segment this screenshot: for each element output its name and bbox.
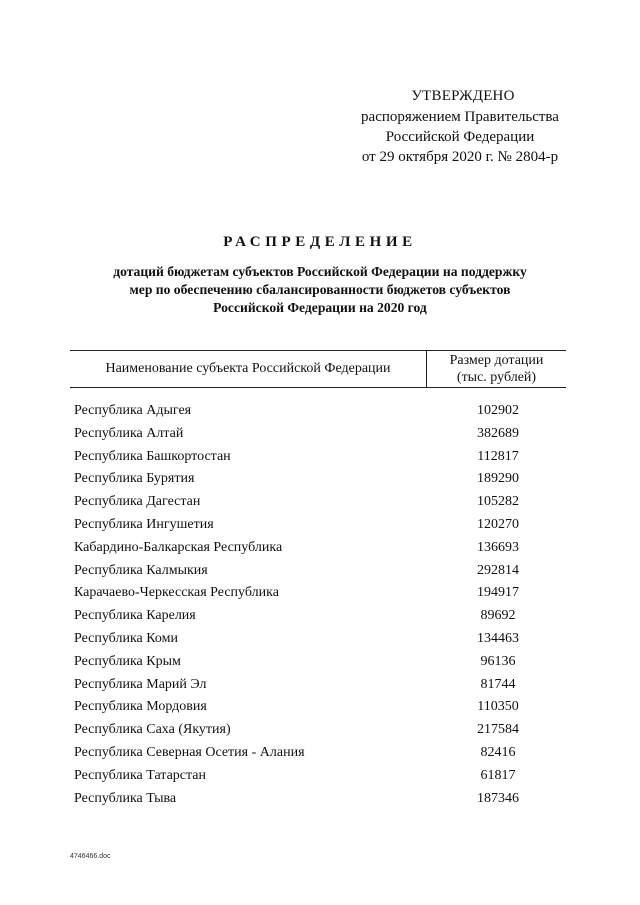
region-name: Кабардино-Балкарская Республика bbox=[74, 539, 283, 555]
table-body bbox=[74, 400, 566, 810]
table-row bbox=[74, 674, 566, 697]
column-header-amount-line: (тыс. рублей) bbox=[456, 370, 537, 385]
table-row bbox=[74, 765, 566, 788]
subsidy-amount: 120270 bbox=[477, 516, 519, 532]
subsidy-amount: 61817 bbox=[480, 767, 516, 783]
table-row bbox=[74, 423, 566, 446]
table-header bbox=[70, 350, 566, 388]
table-row bbox=[74, 560, 566, 583]
table-row bbox=[74, 696, 566, 719]
region-name: Республика Коми bbox=[74, 630, 178, 646]
table-row bbox=[74, 537, 566, 560]
subsidy-amount: 382689 bbox=[477, 425, 519, 441]
subsidy-amount: 105282 bbox=[477, 494, 519, 510]
approval-heading: УТВЕРЖДЕНО bbox=[411, 88, 515, 104]
approval-line: от 29 октября 2020 г. № 2804-р bbox=[361, 149, 559, 165]
region-name: Республика Дагестан bbox=[74, 494, 201, 510]
region-name: Республика Бурятия bbox=[74, 471, 195, 487]
subtitle-line: Российской Федерации на 2020 год bbox=[213, 300, 427, 315]
file-reference: 4746466.doc bbox=[70, 853, 111, 860]
column-header-amount bbox=[427, 352, 566, 386]
subsidy-amount: 110350 bbox=[477, 699, 519, 715]
subsidy-amount: 102902 bbox=[477, 403, 519, 418]
subsidy-amount: 217584 bbox=[477, 722, 519, 738]
region-name: Республика Карелия bbox=[74, 608, 196, 624]
region-name: Республика Мордовия bbox=[74, 699, 207, 715]
table-row bbox=[74, 446, 566, 469]
subsidy-amount: 194917 bbox=[477, 585, 519, 601]
table-row bbox=[74, 400, 566, 423]
table-row bbox=[74, 582, 566, 605]
subsidy-amount: 81744 bbox=[480, 676, 516, 692]
subtitle-line: мер по обеспечению сбалансированности бюджетов субъектов bbox=[129, 282, 511, 297]
subsidy-amount: 292814 bbox=[477, 562, 519, 578]
region-name: Карачаево-Черкесская Республика bbox=[74, 585, 279, 601]
table-row bbox=[74, 468, 566, 491]
document-title: РАСПРЕДЕЛЕНИЕ bbox=[223, 234, 417, 250]
table-row bbox=[74, 514, 566, 537]
table-row bbox=[74, 742, 566, 765]
region-name: Республика Алтай bbox=[74, 425, 184, 441]
subsidy-amount: 89692 bbox=[480, 608, 516, 624]
approval-stamp bbox=[340, 86, 580, 167]
region-name: Республика Саха (Якутия) bbox=[74, 722, 231, 738]
region-name: Республика Калмыкия bbox=[74, 562, 208, 578]
subsidy-amount: 82416 bbox=[480, 744, 516, 760]
region-name: Республика Марий Эл bbox=[74, 676, 207, 692]
table-row bbox=[74, 651, 566, 674]
table-row bbox=[74, 491, 566, 514]
approval-line: распоряжением Правительства bbox=[361, 109, 559, 125]
subsidy-amount: 136693 bbox=[477, 539, 519, 555]
subtitle-line: дотаций бюджетам субъектов Российской Федерации на поддержку bbox=[113, 264, 527, 279]
subsidy-amount: 189290 bbox=[477, 471, 519, 487]
table-row bbox=[74, 719, 566, 742]
region-name: Республика Адыгея bbox=[74, 403, 192, 418]
approval-line: Российской Федерации bbox=[385, 129, 535, 145]
subsidy-amount: 134463 bbox=[477, 630, 519, 646]
region-name: Республика Северная Осетия - Алания bbox=[74, 744, 305, 760]
subsidy-amount: 112817 bbox=[477, 448, 519, 464]
region-name: Республика Ингушетия bbox=[74, 516, 214, 532]
subsidy-amount: 96136 bbox=[480, 653, 516, 669]
region-name: Республика Башкортостан bbox=[74, 448, 231, 464]
table-row bbox=[74, 628, 566, 651]
table-row bbox=[74, 605, 566, 628]
region-name: Республика Татарстан bbox=[74, 767, 207, 783]
column-header-name: Наименование субъекта Российской Федерации bbox=[70, 351, 427, 387]
region-name: Республика Крым bbox=[74, 653, 181, 669]
column-header-amount-line: Размер дотации bbox=[449, 353, 544, 368]
subsidy-amount: 187346 bbox=[477, 790, 519, 806]
document-subtitle bbox=[60, 263, 580, 317]
table-row bbox=[74, 788, 566, 811]
region-name: Республика Тыва bbox=[74, 790, 177, 806]
